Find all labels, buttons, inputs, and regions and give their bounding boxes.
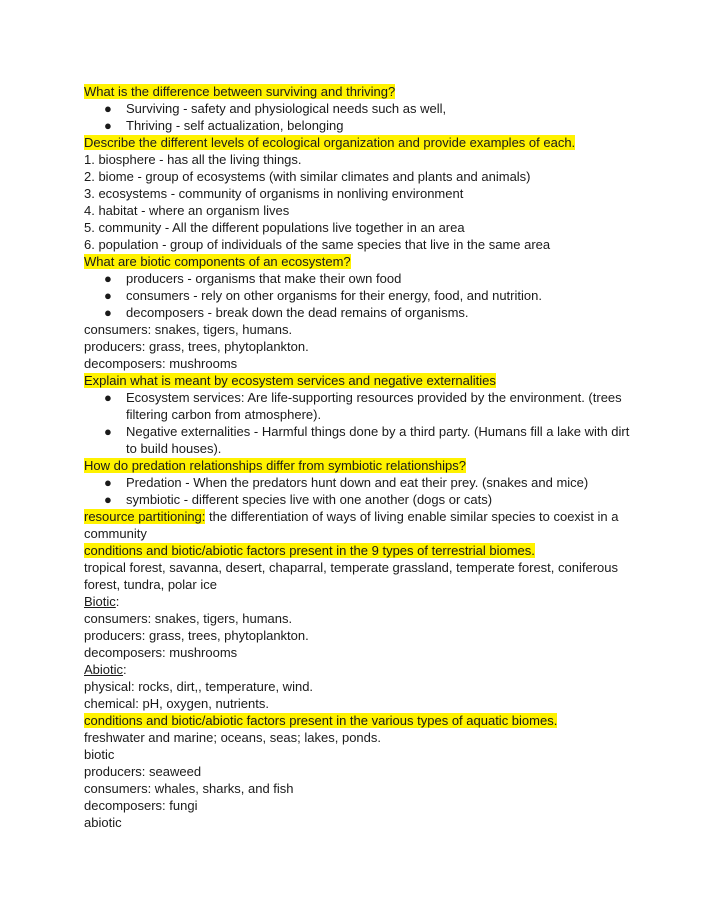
highlighted-question: conditions and biotic/abiotic factors present in the 9 types of terrestrial biomes.	[84, 543, 535, 558]
numbered-item: 6. population - group of individuals of the same species that live in the same area	[84, 237, 551, 252]
question-predation-symbiosis	[84, 457, 644, 474]
bullet-icon: ●	[104, 424, 112, 439]
numbered-item: 4. habitat - where an organism lives	[84, 203, 290, 218]
highlighted-question: What are biotic components of an ecosystem?	[84, 254, 351, 269]
numbered-item: 1. biosphere - has all the living things.	[84, 152, 302, 167]
list-item: ● Surviving - safety and physiological needs such as well,	[104, 101, 447, 116]
question-biotic-components	[84, 253, 644, 270]
text-line: community	[84, 526, 147, 541]
list-item: ● consumers - rely on other organisms for their energy, food, and nutrition.	[104, 288, 542, 303]
list-item: ● decomposers - break down the dead remains of organisms.	[104, 305, 469, 320]
numbered-item: 5. community - All the different populations live together in an area	[84, 220, 465, 235]
list-item: ● producers - organisms that make their own food	[104, 271, 402, 286]
bullet-icon: ●	[104, 475, 112, 490]
list-item: ● Predation - When the predators hunt down and eat their prey. (snakes and mice)	[104, 475, 589, 490]
bullet-icon: ●	[104, 288, 112, 303]
text-line: consumers: snakes, tigers, humans.	[84, 611, 293, 626]
list-item: ● Negative externalities - Harmful things done by a third party. (Humans fill a lake with dirt	[104, 424, 630, 439]
highlighted-question: How do predation relationships differ from symbiotic relationships?	[84, 458, 467, 473]
highlighted-term: resource partitioning:	[84, 509, 206, 524]
text-line: chemical: pH, oxygen, nutrients.	[84, 696, 269, 711]
list-item: ● Ecosystem services: Are life-supporting resources provided by the environment. (trees	[104, 390, 622, 405]
text-line: tropical forest, savanna, desert, chaparral, temperate grassland, temperate forest, coniferous	[84, 560, 618, 575]
question-surviving-thriving	[84, 83, 644, 100]
highlighted-question: Explain what is meant by ecosystem services and negative externalities	[84, 373, 496, 388]
text-line: producers: seaweed	[84, 764, 202, 779]
question-ecological-levels	[84, 134, 644, 151]
text-line: physical: rocks, dirt,, temperature, wind.	[84, 679, 314, 694]
text-line: freshwater and marine; oceans, seas; lakes, ponds.	[84, 730, 381, 745]
bullet-icon: ●	[104, 271, 112, 286]
text-line: decomposers: mushrooms	[84, 356, 238, 371]
list-item: ● symbiotic - different species live with one another (dogs or cats)	[104, 492, 493, 507]
abiotic-heading: Abiotic:	[84, 662, 127, 677]
list-item-continuation: to build houses).	[126, 441, 222, 456]
list-item-continuation: filtering carbon from atmosphere).	[126, 407, 322, 422]
bullet-icon: ●	[104, 101, 112, 116]
highlighted-question: conditions and biotic/abiotic factors present in the various types of aquatic biomes.	[84, 713, 558, 728]
question-ecosystem-services	[84, 372, 644, 389]
resource-partitioning-definition: resource partitioning: the differentiation of ways of living enable similar species to coexist in a	[84, 509, 619, 524]
highlighted-question: What is the difference between surviving and thriving?	[84, 84, 396, 99]
text-line: forest, tundra, polar ice	[84, 577, 217, 592]
numbered-item: 2. biome - group of ecosystems (with similar climates and plants and animals)	[84, 169, 531, 184]
text-line: producers: grass, trees, phytoplankton.	[84, 628, 309, 643]
highlighted-question: Describe the different levels of ecological organization and provide examples of each.	[84, 135, 576, 150]
bullet-icon: ●	[104, 492, 112, 507]
bullet-icon: ●	[104, 305, 112, 320]
numbered-item: 3. ecosystems - community of organisms in nonliving environment	[84, 186, 464, 201]
text-line: consumers: snakes, tigers, humans.	[84, 322, 293, 337]
text-line: abiotic	[84, 815, 122, 830]
question-aquatic-biomes	[84, 712, 644, 729]
text-line: producers: grass, trees, phytoplankton.	[84, 339, 309, 354]
bullet-icon: ●	[104, 118, 112, 133]
bullet-icon: ●	[104, 390, 112, 405]
biotic-heading: Biotic:	[84, 594, 120, 609]
text-line: biotic	[84, 747, 115, 762]
text-line: consumers: whales, sharks, and fish	[84, 781, 294, 796]
list-item: ● Thriving - self actualization, belonging	[104, 118, 344, 133]
text-line: decomposers: fungi	[84, 798, 198, 813]
document-body	[84, 83, 644, 831]
text-line: decomposers: mushrooms	[84, 645, 238, 660]
question-terrestrial-biomes	[84, 542, 644, 559]
